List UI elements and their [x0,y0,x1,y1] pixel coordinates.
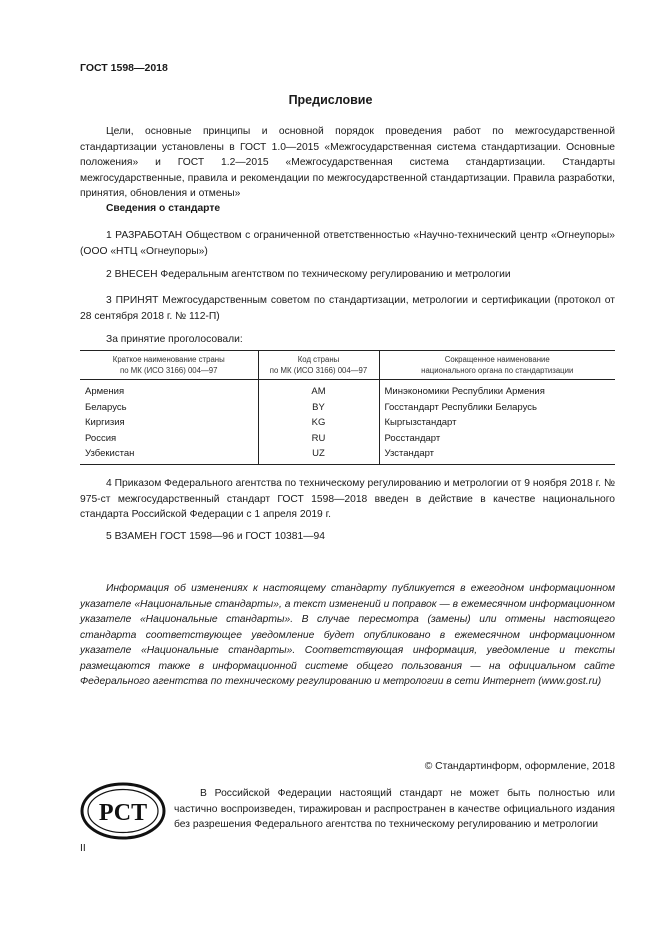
item-enacted: 4 Приказом Федерального агентства по техническому регулированию и метрологии от 9 ноября 2018 г. № 975-ст межгосударственный стандарт ГОСТ 1598—2018 введен в действие в качестве национального стандарта Российской Федерации с 1 апреля 2019 г. [80,478,615,520]
page-number: II [80,843,86,854]
item-introduced: 2 ВНЕСЕН Федеральным агентством по техническому регулированию и метрологии [106,269,511,280]
country-name: Киргизия [85,417,125,428]
table-row [80,415,615,431]
document-id-header: ГОСТ 1598—2018 [80,62,168,74]
table-row [80,400,615,416]
national-authority: Узстандарт [379,446,615,464]
country-name: Беларусь [85,401,127,413]
column-header-authority: Сокращенное наименование национального органа по стандартизации [379,351,615,380]
copyright-notice: © Стандартинформ, оформление, 2018 [424,761,615,772]
country-code: KG [258,415,379,431]
page-title: Предисловие [288,93,373,107]
item-replaces: 5 ВЗАМЕН ГОСТ 1598—96 и ГОСТ 10381—94 [106,531,325,542]
item-adopted: 3 ПРИНЯТ Межгосударственным советом по стандартизации, метрологии и сертификации (протокол от 28 сентября 2018 г. № 112-П) [80,295,615,322]
item-developed: 1 РАЗРАБОТАН Обществом с ограниченной ответственностью «Научно-технический центр «Огнеупоры» (ООО «НТЦ «Огнеупоры») [80,230,615,257]
national-authority: Минэкономики Республики Армения [379,380,615,400]
country-code: RU [258,431,379,447]
country-name: Узбекистан [80,446,258,464]
country-code: BY [258,400,379,416]
country-code: AM [258,380,379,400]
rst-logo-text: РСТ [98,800,148,826]
intro-paragraph: Цели, основные принципы и основной порядок проведения работ по межгосударственной стандартизации установлены в ГОСТ 1.0—2015 «Межгосударственная система стандартизации. Основные положения» и ГОСТ 1.2—2015 «Межгосударственная система стандартизации. Стандарты межгосударственные, правила и рекомендации по межгосударственной стандартизации. Правила разработки, принятия, обновления и отмены» [80,126,615,199]
table-row [80,446,615,464]
national-authority: Росстандарт [379,431,615,447]
voted-label: За принятие проголосовали: [106,334,243,345]
reproduction-notice: В Российской Федерации настоящий стандарт не может быть полностью или частично воспроизведен, тиражирован и распространен в качестве официального издания без разрешения Федерального агентства по техническому регулированию и метрологии [174,788,615,830]
country-name: Россия [85,432,117,444]
column-header-code: Код страны по МК (ИСО 3166) 004—97 [258,351,379,380]
section-heading: Сведения о стандарте [106,203,221,214]
country-code: UZ [258,446,379,464]
table-row [80,431,615,447]
information-notice: Информация об изменениях к настоящему стандарту публикуется в ежегодном информационном указателе «Национальные стандарты», а текст изменений и поправок — в ежемесячном информационном указателе «Национальные стандарты». В случае пересмотра (замены) или отмены настоящего стандарта соответствующее уведомление будет опубликовано в ежемесячном информационном указателе «Национальные стандарты». Соответствующая информация, уведомление и тексты размещаются также в информационной системе общего пользования — на официальном сайте Федерального агентства по техническому регулированию и метрологии в сети Интернет (www.gost.ru) [80,583,615,687]
national-authority: Кыргызстандарт [379,415,615,431]
rst-certification-mark-icon [80,782,166,840]
table-header-row [80,351,615,380]
national-authority: Госстандарт Республики Беларусь [379,400,615,416]
country-name: Армения [85,386,125,397]
table-row [80,380,615,400]
column-header-country: Краткое наименование страны по МК (ИСО 3166) 004—97 [80,351,258,380]
voting-countries-table [80,350,615,465]
